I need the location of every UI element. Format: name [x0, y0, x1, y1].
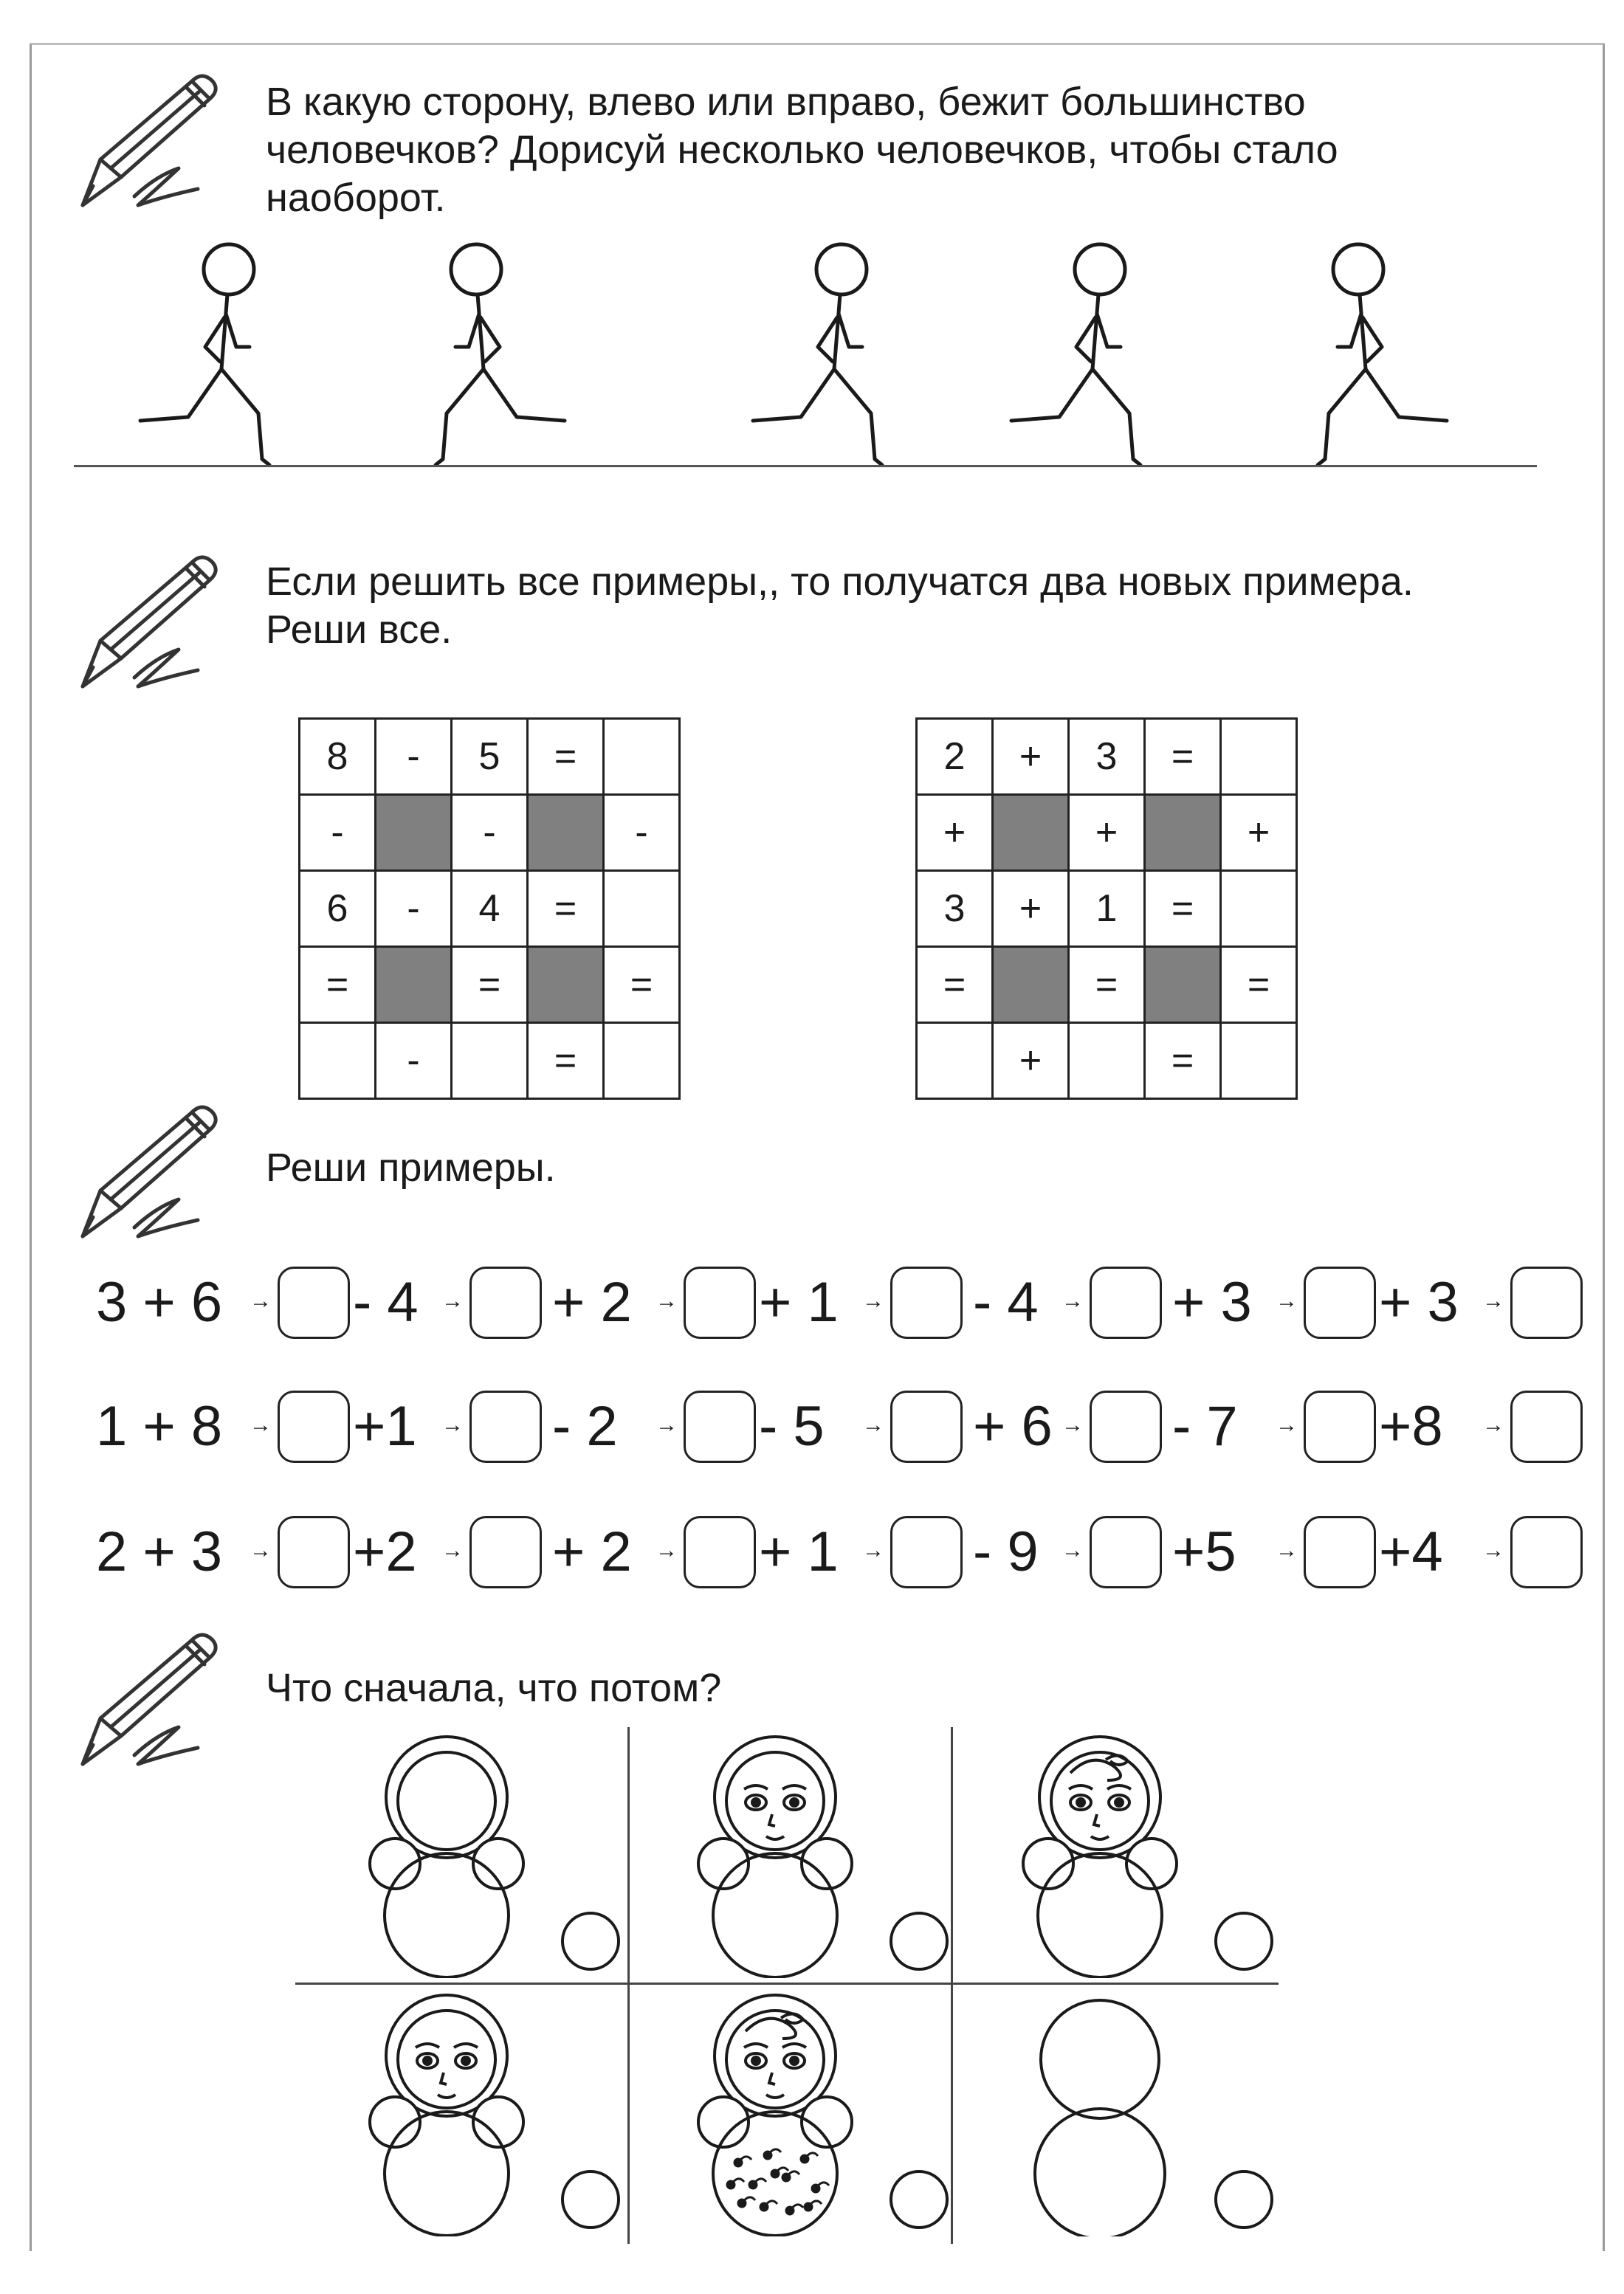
running-figure-left: [1004, 236, 1181, 465]
cross-number-grid-2: [915, 717, 1298, 1100]
arrow-icon: →: [1276, 1413, 1298, 1437]
chain-operation: 2 + 3: [96, 1520, 223, 1583]
grid-row: [917, 1023, 1297, 1099]
answer-box[interactable]: [684, 1516, 756, 1588]
answer-box[interactable]: [1090, 1391, 1162, 1463]
grid-answer-cell[interactable]: [1221, 1023, 1297, 1099]
grid-shaded-cell: [376, 947, 452, 1023]
grid-cell: -: [452, 795, 528, 871]
grid-cell: +: [1069, 795, 1145, 871]
grid-answer-cell[interactable]: [300, 1023, 376, 1099]
answer-box[interactable]: [1090, 1267, 1162, 1339]
grid-row: [300, 795, 680, 871]
chain-operation: +5: [1172, 1520, 1236, 1583]
arrow-icon: →: [862, 1413, 884, 1437]
grid-cell: =: [604, 947, 680, 1023]
grid-answer-cell[interactable]: [1069, 1023, 1145, 1099]
grid-cell: =: [528, 1023, 604, 1099]
grid-cell: +: [993, 871, 1069, 947]
grid-answer-cell[interactable]: [604, 871, 680, 947]
pencil-icon: [68, 1624, 223, 1786]
running-figure-right: [395, 236, 572, 465]
example-chain-row: [96, 1513, 1594, 1594]
arrow-icon: →: [250, 1289, 272, 1313]
grid-shaded-cell: [528, 947, 604, 1023]
chain-operation: - 5: [759, 1395, 825, 1458]
answer-box[interactable]: [1304, 1267, 1376, 1339]
pencil-icon: [68, 1096, 223, 1258]
grid-answer-cell[interactable]: [1221, 719, 1297, 795]
grid-cell: =: [300, 947, 376, 1023]
matryoshka-face-and-hair: [952, 1735, 1277, 1978]
grid-cell: -: [376, 719, 452, 795]
matryoshka-head-outline: [299, 1735, 624, 1978]
task1-line-2: человечков? Дорисуй несколько человечков, чтобы стало: [266, 128, 1338, 172]
grid-cell: =: [1145, 719, 1221, 795]
task1-line-1: В какую сторону, влево или вправо, бежит большинство: [266, 80, 1306, 124]
arrow-icon: →: [1482, 1538, 1504, 1563]
answer-box[interactable]: [1510, 1267, 1583, 1339]
grid-row: [917, 795, 1297, 871]
chain-operation: + 2: [552, 1520, 632, 1583]
pencil-icon: [68, 65, 223, 227]
task1-instruction: [266, 78, 1338, 222]
grid-shaded-cell: [1145, 795, 1221, 871]
answer-box[interactable]: [1090, 1516, 1162, 1588]
grid-shaded-cell: [1145, 947, 1221, 1023]
arrow-icon: →: [1062, 1413, 1084, 1437]
example-chain-row: [96, 1264, 1594, 1345]
task3-line-1: Реши примеры.: [266, 1146, 556, 1190]
arrow-icon: →: [1482, 1289, 1504, 1313]
grid-cell: 4: [452, 871, 528, 947]
grid-cell: +: [993, 719, 1069, 795]
arrow-icon: →: [441, 1413, 464, 1437]
arrow-icon: →: [862, 1289, 884, 1313]
chain-operation: - 4: [353, 1271, 419, 1334]
grid-shaded-cell: [993, 795, 1069, 871]
grid-row: [300, 719, 680, 795]
answer-box[interactable]: [1510, 1516, 1583, 1588]
grid-cell: -: [376, 871, 452, 947]
task2-line-2: Реши все.: [266, 607, 453, 652]
running-figure-right: [1277, 236, 1454, 465]
grid-answer-cell[interactable]: [452, 1023, 528, 1099]
task2-line-1: Если решить все примеры,, то получатся два новых примера.: [266, 559, 1414, 604]
chain-operation: + 6: [973, 1395, 1053, 1458]
chain-operation: + 1: [759, 1271, 839, 1334]
arrow-icon: →: [1276, 1538, 1298, 1563]
chain-operation: 3 + 6: [96, 1271, 223, 1334]
task1-line-3: наоборот.: [266, 176, 446, 220]
grid-cell: =: [1221, 947, 1297, 1023]
grid-cell: -: [376, 1023, 452, 1099]
arrow-icon: →: [656, 1413, 678, 1437]
grid-cell: 8: [300, 719, 376, 795]
arrow-icon: →: [1482, 1413, 1504, 1437]
answer-box[interactable]: [278, 1391, 350, 1463]
grid-cell: 2: [917, 719, 993, 795]
chain-operation: + 2: [552, 1271, 632, 1334]
grid-answer-cell[interactable]: [917, 1023, 993, 1099]
arrow-icon: →: [441, 1289, 464, 1313]
grid-cell: +: [917, 795, 993, 871]
ground-line: [74, 465, 1537, 467]
grid-row: [300, 947, 680, 1023]
grid-shaded-cell: [528, 795, 604, 871]
answer-box[interactable]: [1304, 1516, 1376, 1588]
task4-instruction: [266, 1664, 721, 1712]
grid-cell: =: [1145, 871, 1221, 947]
arrow-icon: →: [250, 1538, 272, 1563]
arrow-icon: →: [656, 1289, 678, 1313]
answer-box[interactable]: [1510, 1391, 1583, 1463]
grid-cell: =: [528, 871, 604, 947]
chain-operation: - 7: [1172, 1395, 1238, 1458]
grid-row: [300, 1023, 680, 1099]
arrow-icon: →: [656, 1538, 678, 1563]
chain-operation: - 9: [973, 1520, 1039, 1583]
grid-shaded-cell: [376, 795, 452, 871]
grid-cell: =: [528, 719, 604, 795]
answer-box[interactable]: [684, 1267, 756, 1339]
grid-cell: +: [1221, 795, 1297, 871]
arrow-icon: →: [1276, 1289, 1298, 1313]
grid-cell: -: [300, 795, 376, 871]
grid-answer-cell[interactable]: [1221, 871, 1297, 947]
chain-operation: +4: [1379, 1520, 1443, 1583]
example-chain-row: [96, 1388, 1594, 1469]
task2-instruction: [266, 558, 1414, 654]
task4-line-1: Что сначала, что потом?: [266, 1666, 722, 1710]
answer-box[interactable]: [890, 1516, 963, 1588]
grid-cell: +: [993, 1023, 1069, 1099]
grid-row: [917, 719, 1297, 795]
answer-box[interactable]: [278, 1267, 350, 1339]
grid-answer-cell[interactable]: [604, 1023, 680, 1099]
answer-box[interactable]: [1304, 1391, 1376, 1463]
arrow-icon: →: [1062, 1538, 1084, 1563]
answer-box[interactable]: [890, 1391, 963, 1463]
answer-box[interactable]: [469, 1516, 542, 1588]
answer-box[interactable]: [890, 1267, 963, 1339]
answer-box[interactable]: [278, 1516, 350, 1588]
chain-operation: + 3: [1379, 1271, 1459, 1334]
arrow-icon: →: [862, 1538, 884, 1563]
grid-cell: =: [452, 947, 528, 1023]
chain-operation: +2: [353, 1520, 417, 1583]
grid-cell: =: [1069, 947, 1145, 1023]
grid-row: [917, 871, 1297, 947]
grid-cell: =: [917, 947, 993, 1023]
pencil-icon: [68, 546, 223, 709]
chain-operation: +1: [353, 1395, 417, 1458]
answer-box[interactable]: [684, 1391, 756, 1463]
chain-operation: - 2: [552, 1395, 618, 1458]
grid-cell: 3: [917, 871, 993, 947]
matryoshka-body-only: [952, 1993, 1277, 2236]
cross-number-grid-1: [298, 717, 681, 1100]
grid-cell: 3: [1069, 719, 1145, 795]
grid-answer-cell[interactable]: [604, 719, 680, 795]
grid-row: [300, 871, 680, 947]
chain-operation: 1 + 8: [96, 1395, 223, 1458]
grid-shaded-cell: [993, 947, 1069, 1023]
grid-cell: 5: [452, 719, 528, 795]
matryoshka-face: [627, 1735, 952, 1978]
arrow-icon: →: [441, 1538, 464, 1563]
running-figure-left: [133, 236, 310, 465]
matryoshka-face: [299, 1993, 624, 2236]
running-figure-left: [746, 236, 923, 465]
arrow-icon: →: [250, 1413, 272, 1437]
doll-grid-divider: [295, 1983, 1279, 1985]
grid-cell: 1: [1069, 871, 1145, 947]
answer-box[interactable]: [469, 1391, 542, 1463]
grid-cell: -: [604, 795, 680, 871]
grid-cell: 6: [300, 871, 376, 947]
arrow-icon: →: [1062, 1289, 1084, 1313]
chain-operation: +8: [1379, 1395, 1443, 1458]
matryoshka-fully-painted: [627, 1993, 952, 2236]
task3-instruction: [266, 1144, 556, 1192]
grid-cell: =: [1145, 1023, 1221, 1099]
chain-operation: + 1: [759, 1520, 839, 1583]
chain-operation: + 3: [1172, 1271, 1252, 1334]
chain-operation: - 4: [973, 1271, 1039, 1334]
grid-row: [917, 947, 1297, 1023]
answer-box[interactable]: [469, 1267, 542, 1339]
